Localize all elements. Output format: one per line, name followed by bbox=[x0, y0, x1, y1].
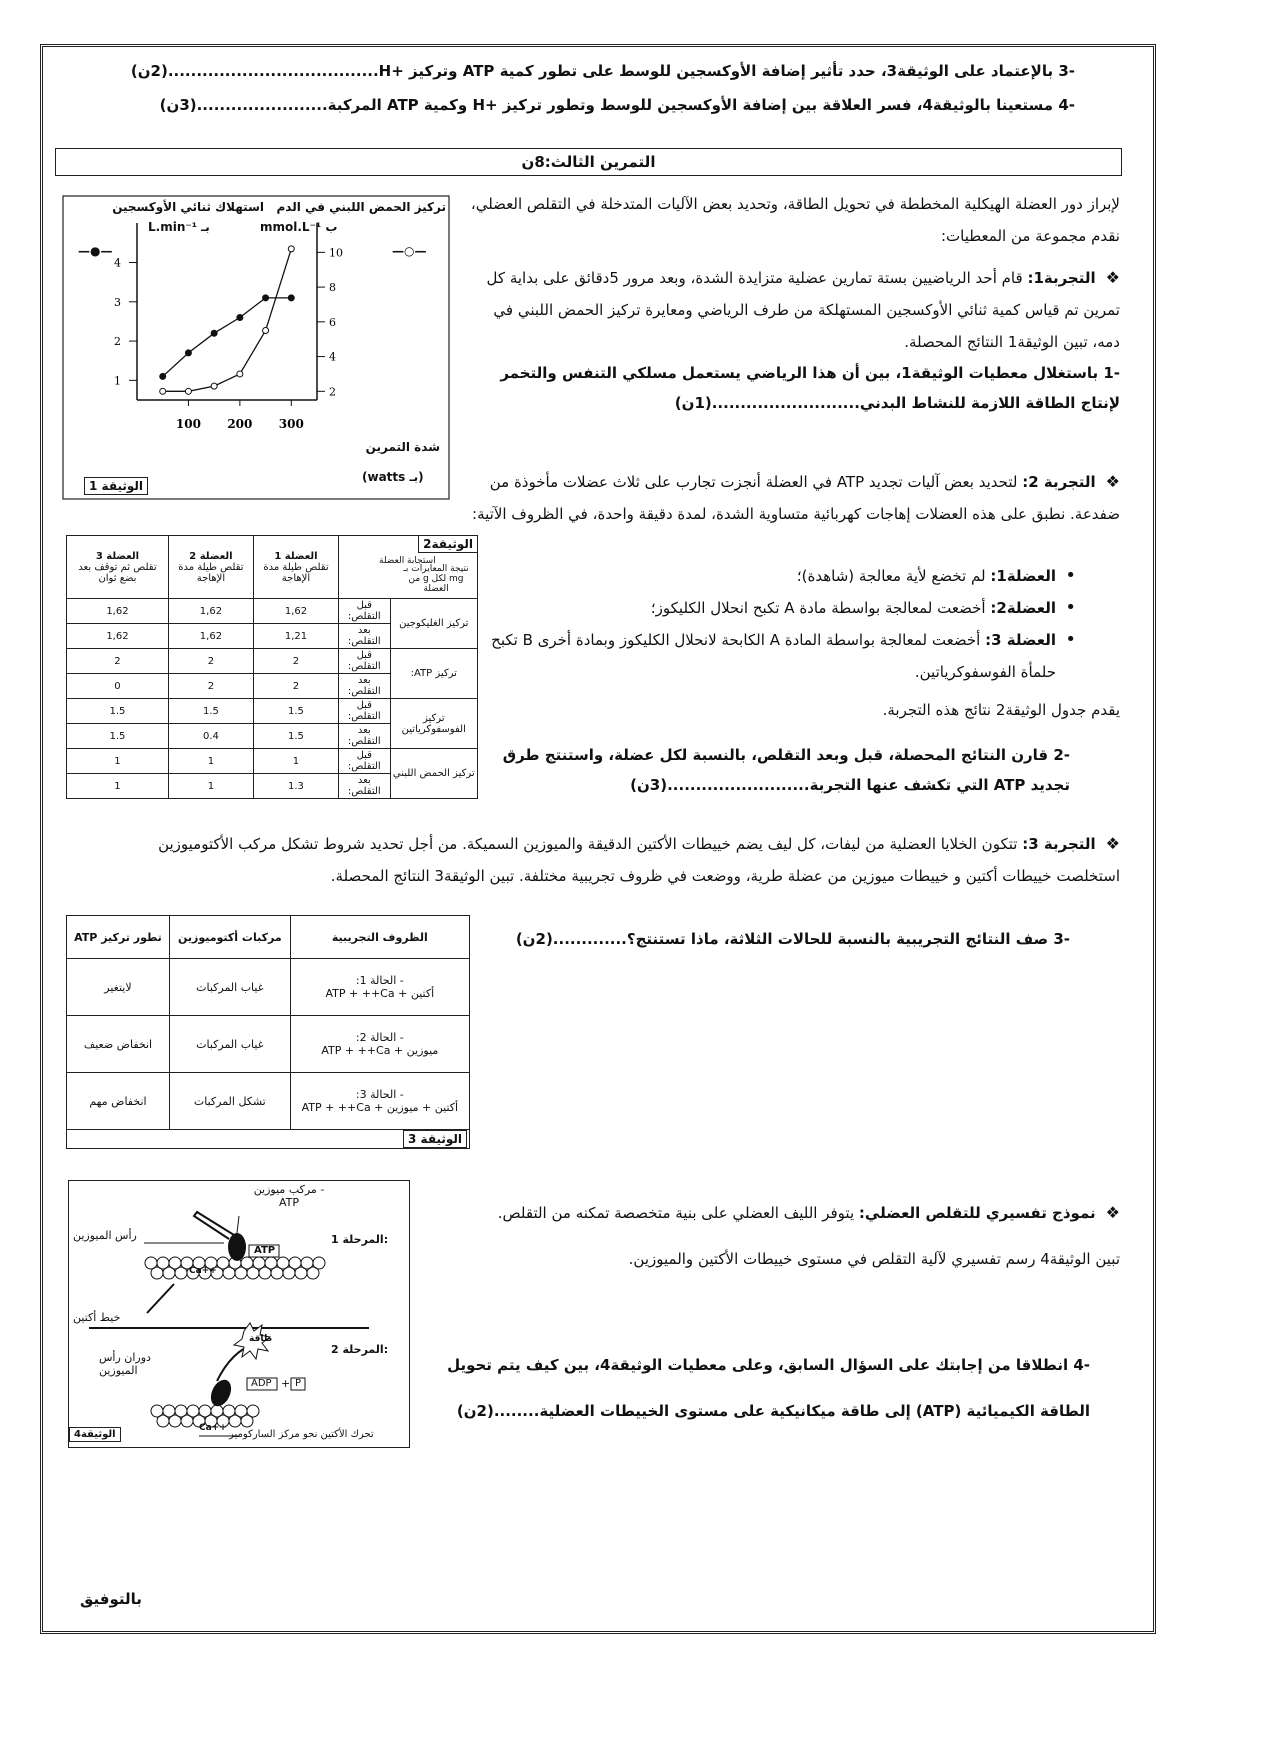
table-row bbox=[67, 599, 478, 624]
doc2-corner-bottom: نتيجة المعايرات بـ mg لكل g من العضلة bbox=[403, 564, 469, 594]
muscle-1-name: العضلة1: bbox=[990, 567, 1056, 585]
diamond-bullet-icon: ❖ bbox=[1105, 1203, 1120, 1222]
diamond-bullet-icon: ❖ bbox=[1105, 268, 1120, 287]
cell: 1.5 bbox=[168, 699, 253, 724]
doc3-label: الوثيقة 3 bbox=[403, 1130, 467, 1148]
y-left-tick-label: 2 bbox=[114, 335, 121, 349]
muscle-3-response: تقلص ثم توقف بعد بضع ثوان bbox=[78, 561, 157, 584]
diamond-bullet-icon: ❖ bbox=[1105, 472, 1120, 491]
cell: 1 bbox=[168, 749, 253, 774]
q4b-points: (2ن) bbox=[456, 1402, 494, 1420]
q4-points: (3ن) bbox=[159, 96, 197, 114]
cell: 1.5 bbox=[253, 699, 338, 724]
muscle-1-head: العضلة 1 bbox=[274, 550, 318, 562]
stage-1-label: المرحلة 1: bbox=[331, 1233, 389, 1246]
question-1: -1 باستغلال معطيات الوثيقة1، بين أن هذا الرياضي يستعمل مسلكي التنفس والتخمر لإنتاج الطاقة اللازمة للنشاط البدني..........................(1ن) bbox=[500, 364, 1120, 412]
chart-xunit: (watts بـ) bbox=[362, 470, 424, 484]
y-right-tick-label: 6 bbox=[329, 315, 336, 329]
doc1-chart bbox=[62, 195, 450, 500]
y-right-tick-label: 2 bbox=[329, 385, 336, 399]
row-name-atp: تركيز ATP: bbox=[390, 649, 477, 699]
y-right-tick-label: 4 bbox=[329, 350, 336, 364]
doc3-table bbox=[66, 915, 470, 1149]
model-section bbox=[470, 1190, 1120, 1282]
arrow-icon bbox=[237, 1216, 239, 1233]
arrow-icon bbox=[147, 1284, 174, 1313]
experiment-3 bbox=[90, 828, 1120, 892]
model-label: نموذج تفسيري للتقلص العضلي: bbox=[858, 1204, 1096, 1222]
row-name-pcr: تركيز الفوسفوكرياتين bbox=[390, 699, 477, 749]
table-row bbox=[67, 959, 470, 1016]
row-name-lactate: تركيز الحمض اللبني bbox=[390, 749, 477, 799]
muscle-2-name: العضلة2: bbox=[990, 599, 1056, 617]
myosin-head-icon bbox=[207, 1377, 235, 1410]
q3b-text: -3 صف النتائج التجريبية بالنسبة للحالات الثلاثة، ماذا تستنتج؟ bbox=[626, 930, 1070, 948]
cell: 2 bbox=[67, 649, 169, 674]
before-label: قبل التقلص: bbox=[339, 599, 391, 624]
data-point-lactate bbox=[160, 388, 166, 394]
cell: انخفاض ضعيف bbox=[67, 1016, 170, 1073]
doc3-cond bbox=[290, 1073, 469, 1130]
data-point-O2 bbox=[237, 315, 243, 321]
chart-unit-left: L.min⁻¹ بـ bbox=[148, 220, 210, 234]
after-label: بعد التقلص: bbox=[339, 624, 391, 649]
plus-sign: + bbox=[281, 1377, 291, 1390]
before-label: قبل التقلص: bbox=[339, 649, 391, 674]
exp1-label: التجربة1: bbox=[1027, 269, 1096, 287]
exp2-label: التجربة 2: bbox=[1022, 473, 1096, 491]
muscle-2-response: تقلص طيلة مدة الإهاجة bbox=[178, 561, 244, 584]
atp-text: ATP bbox=[254, 1245, 276, 1256]
question-3: -3 صف النتائج التجريبية بالنسبة للحالات الثلاثة، ماذا تستنتج؟.............(2ن) bbox=[515, 930, 1070, 948]
data-point-O2 bbox=[211, 330, 217, 336]
after-label: بعد التقلص: bbox=[339, 774, 391, 799]
case-label: - الحالة 2: bbox=[355, 1031, 404, 1044]
move-label: تحرك الأكتين نحو مركز الساركومير bbox=[229, 1429, 374, 1440]
cell: 1,62 bbox=[67, 599, 169, 624]
myosin-head-icon bbox=[228, 1233, 246, 1261]
cell: انخفاض مهم bbox=[67, 1073, 170, 1130]
energy-text: طاقة bbox=[249, 1334, 273, 1344]
question-4: -4 انطلاقا من إجابتك على السؤال السابق، وعلى معطيات الوثيقة4، بين كيف يتم تحويل الطاقة الكيميائية (ATP) إلى طاقة ميكانيكية على مستوى الخييطات العضلية........(2ن) bbox=[447, 1356, 1090, 1420]
exp2-after: يقدم جدول الوثيقة2 نتائج هذه التجربة. bbox=[882, 701, 1120, 719]
cell: 1 bbox=[168, 774, 253, 799]
data-point-lactate bbox=[288, 246, 294, 252]
doc2-corner-top: استجابة العضلة bbox=[379, 556, 436, 566]
cell: 2 bbox=[168, 649, 253, 674]
cell: لايتغير bbox=[67, 959, 170, 1016]
atp-complex-label: مركب ميوزين - ATP bbox=[253, 1183, 325, 1209]
doc2-table bbox=[66, 535, 478, 799]
doc2-muscle-head bbox=[253, 536, 338, 599]
chart-unit-right: mmol.L⁻¹ ب bbox=[260, 220, 338, 234]
data-point-O2 bbox=[263, 295, 269, 301]
table-row bbox=[67, 1016, 470, 1073]
diamond-bullet-icon: ❖ bbox=[1105, 834, 1120, 853]
ca-text-2: Ca++ bbox=[199, 1423, 227, 1433]
exp2-text: لتحديد بعض آليات تجديد ATP في العضلة أنجزت تجارب على ثلاث عضلات مأخوذة من ضفدعة. نطبق على هذه العضلات إهاجات كهربائية متساوية الشدة، لمدة دقيقة واحدة، في الظروف الآتية: bbox=[472, 473, 1120, 523]
q2-text: -2 قارن النتائج المحصلة، قبل وبعد التقلص، بالنسبة لكل عضلة، واستنتج طرق تجديد ATP التي تكشف عنها التجربة bbox=[502, 746, 1070, 794]
cell: 1,62 bbox=[67, 624, 169, 649]
muscle-1-response: تقلص طيلة مدة الإهاجة bbox=[263, 561, 329, 584]
q4b-text: -4 انطلاقا من إجابتك على السؤال السابق، وعلى معطيات الوثيقة4، بين كيف يتم تحويل الطاقة الكيميائية (ATP) إلى طاقة ميكانيكية على مستوى الخييطات العضلية bbox=[447, 1356, 1090, 1420]
q3-text: -3 بالإعتماد على الوثيقة3، حدد تأثير إضافة الأوكسجين للوسط على تطور كمية ATP وتركيز +H bbox=[378, 62, 1075, 80]
question-4-top: -4 مستعينا بالوثيقة4، فسر العلاقة بين إضافة الأوكسجين للوسط وتطور تركيز +H وكمية ATP المركبة.......................(3ن) bbox=[159, 96, 1075, 114]
y-right-tick-label: 10 bbox=[329, 246, 343, 260]
case-cond: أكتين + ATP + ++Ca bbox=[325, 987, 435, 1000]
intro-text: لإبراز دور العضلة الهيكلية المخططة في تحويل الطاقة، وتحديد بعض الآليات المتدخلة في التقلص العضلي، نقدم مجموعة من المعطيات: bbox=[470, 195, 1120, 245]
data-point-O2 bbox=[185, 350, 191, 356]
muscle-3-name: العضلة 3: bbox=[985, 631, 1056, 649]
muscle-2-text: أخضعت لمعالجة بواسطة مادة A تكبح انحلال الكليكوز؛ bbox=[650, 599, 986, 617]
data-point-O2 bbox=[288, 295, 294, 301]
doc3-header: تطور تركيز ATP bbox=[67, 916, 170, 959]
case-label: - الحالة 1: bbox=[355, 974, 404, 987]
table-row bbox=[67, 1073, 470, 1130]
doc2-corner bbox=[339, 536, 478, 599]
experiment-1 bbox=[470, 262, 1120, 358]
doc4-label: الوثيقة4 bbox=[69, 1427, 121, 1442]
y-left-tick-label: 3 bbox=[114, 295, 121, 309]
case-cond: أكتين + ميوزين + ATP + ++Ca bbox=[301, 1101, 459, 1114]
y-left-tick-label: 4 bbox=[114, 256, 121, 270]
cell: 1.5 bbox=[67, 724, 169, 749]
before-label: قبل التقلص: bbox=[339, 749, 391, 774]
doc1-label: الوثيقة 1 bbox=[84, 477, 148, 495]
cell: 0 bbox=[67, 674, 169, 699]
footer-text: بالتوفيق bbox=[80, 1590, 142, 1608]
doc2-muscle-head bbox=[168, 536, 253, 599]
cell: 1 bbox=[253, 749, 338, 774]
question-2: -2 قارن النتائج المحصلة، قبل وبعد التقلص، بالنسبة لكل عضلة، واستنتج طرق تجديد ATP التي تكشف عنها التجربة.........................(3ن) bbox=[502, 746, 1070, 794]
cell: 1,62 bbox=[168, 624, 253, 649]
chart-title-right: تركيز الحمض اللبني في الدم bbox=[276, 200, 446, 214]
doc2-muscle-head bbox=[67, 536, 169, 599]
data-point-lactate bbox=[211, 383, 217, 389]
before-label: قبل التقلص: bbox=[339, 699, 391, 724]
muscle-item bbox=[470, 560, 1080, 592]
x-tick-label: 200 bbox=[227, 417, 253, 431]
myosin-neck-icon bbox=[194, 1212, 234, 1239]
myosin-head-label: رأس الميوزين bbox=[73, 1229, 137, 1242]
muscle-item bbox=[470, 624, 1080, 688]
cell: 1.3 bbox=[253, 774, 338, 799]
muscle-1-text: لم تخضع لأية معالجة (شاهدة)؛ bbox=[796, 567, 986, 585]
cell: 1 bbox=[67, 749, 169, 774]
cell: 2 bbox=[168, 674, 253, 699]
row-name-glycogen: تركيز الغليكوجين bbox=[390, 599, 477, 649]
cell: 1.5 bbox=[253, 724, 338, 749]
stage-2-label: المرحلة 2: bbox=[331, 1343, 389, 1356]
model-text: يتوفر الليف العضلي على بنية متخصصة تمكنه من التقلص. تبين الوثيقة4 رسم تفسيري لآلية التقلص في مستوى خييطات الأكتين والميوزين. bbox=[497, 1204, 1120, 1268]
exp1-text: قام أحد الرياضيين بستة تمارين عضلية متزايدة الشدة، وبعد مرور 5دقائق على بداية كل تمرين تم قياس كمية ثنائي الأوكسجين المستهلكة من طرف الرياضي ومعايرة تركيز الحمض اللبني في دمه، تبين الوثيقة1 النتائج المحصلة. bbox=[486, 269, 1120, 351]
legend-lactate-symbol: —○— bbox=[392, 244, 427, 258]
after-label: بعد التقلص: bbox=[339, 724, 391, 749]
cell: غياب المركبات bbox=[169, 1016, 290, 1073]
muscle-3-head: العضلة 3 bbox=[95, 550, 140, 562]
case-cond: ميوزين + ATP + ++Ca bbox=[321, 1044, 439, 1057]
exp3-text: تتكون الخلايا العضلية من ليفات، كل ليف يضم خييطات الأكتين الدقيقة والميوزين السميكة. من أجل تحديد شروط تشكل مركب الأكتوميوزين استخلصت خييطات أكتين و خييطات ميوزين من عضلة طرية، ووضعت في ظروف تجريبية مختلفة. تبين الوثيقة3 النتائج المحصلة. bbox=[158, 835, 1120, 885]
experiment-2 bbox=[470, 466, 1120, 530]
doc3-cond bbox=[290, 1016, 469, 1073]
question-3-top: -3 بالإعتماد على الوثيقة3، حدد تأثير إضافة الأوكسجين للوسط على تطور كمية ATP وتركيز +H.....................................(2ن) bbox=[130, 62, 1075, 80]
adp-text: ADP bbox=[251, 1378, 272, 1389]
cell: تشكل المركبات bbox=[169, 1073, 290, 1130]
actin-label: خيط أكتين bbox=[73, 1311, 121, 1324]
q1-points: (1ن) bbox=[674, 394, 712, 412]
doc3-header: مركبات أكتوميوزين bbox=[169, 916, 290, 959]
data-point-lactate bbox=[237, 371, 243, 377]
x-tick-label: 100 bbox=[175, 417, 201, 431]
data-point-lactate bbox=[185, 388, 191, 394]
rotation-label: دوران رأس الميوزين bbox=[99, 1351, 151, 1377]
q1-text: -1 باستغلال معطيات الوثيقة1، بين أن هذا الرياضي يستعمل مسلكي التنفس والتخمر لإنتاج الطاقة اللازمة للنشاط البدني bbox=[500, 364, 1120, 412]
q4-text: -4 مستعينا بالوثيقة4، فسر العلاقة بين إضافة الأوكسجين للوسط وتطور تركيز +H وكمية ATP المركبة bbox=[327, 96, 1075, 114]
doc3-label-row bbox=[67, 1130, 470, 1149]
after-label: بعد التقلص: bbox=[339, 674, 391, 699]
q3b-points: (2ن) bbox=[515, 930, 553, 948]
x-tick-label: 300 bbox=[278, 417, 304, 431]
cell: 1.5 bbox=[67, 699, 169, 724]
muscle-2-head: العضلة 2 bbox=[189, 550, 233, 562]
muscle-list bbox=[470, 560, 1080, 688]
cell: غياب المركبات bbox=[169, 959, 290, 1016]
cell: 1,21 bbox=[253, 624, 338, 649]
cell: 2 bbox=[253, 649, 338, 674]
table-row bbox=[67, 649, 478, 674]
exp3-label: التجربة 3: bbox=[1022, 835, 1096, 853]
doc2-label: الوثيقة2 bbox=[418, 535, 478, 553]
cell: 0.4 bbox=[168, 724, 253, 749]
muscle-item bbox=[470, 592, 1080, 624]
doc3-cond bbox=[290, 959, 469, 1016]
y-left-tick-label: 1 bbox=[114, 374, 121, 388]
q3-points: (2ن) bbox=[130, 62, 168, 80]
series-line-lactate bbox=[163, 249, 292, 391]
y-right-tick-label: 8 bbox=[329, 281, 336, 295]
cell: 2 bbox=[253, 674, 338, 699]
cell: 1,62 bbox=[168, 599, 253, 624]
ca-text: Ca++ bbox=[189, 1266, 217, 1276]
doc4-diagram bbox=[68, 1180, 410, 1448]
table-row bbox=[67, 749, 478, 774]
muscle-3-text: أخضعت لمعالجة بواسطة المادة A الكابحة لانحلال الكليكوز وبمادة أخرى B تكبح حلمأة الفوسفوكرياتين. bbox=[491, 631, 1056, 681]
exercise-title: التمرين الثالث:8ن bbox=[55, 148, 1122, 176]
table-row bbox=[67, 699, 478, 724]
case-label: - الحالة 3: bbox=[355, 1088, 404, 1101]
doc3-header: الظروف التجريبية bbox=[290, 916, 469, 959]
chart-title-left: استهلاك ثنائي الأوكسجين bbox=[112, 200, 264, 214]
q2-points: (3ن) bbox=[630, 776, 668, 794]
data-point-lactate bbox=[263, 328, 269, 334]
cell: 1 bbox=[67, 774, 169, 799]
legend-o2-symbol: —●— bbox=[78, 244, 113, 258]
cell: 1,62 bbox=[253, 599, 338, 624]
chart-xlabel: شدة التمرين bbox=[365, 440, 440, 454]
data-point-O2 bbox=[160, 373, 166, 379]
pi-text: P bbox=[295, 1378, 302, 1389]
